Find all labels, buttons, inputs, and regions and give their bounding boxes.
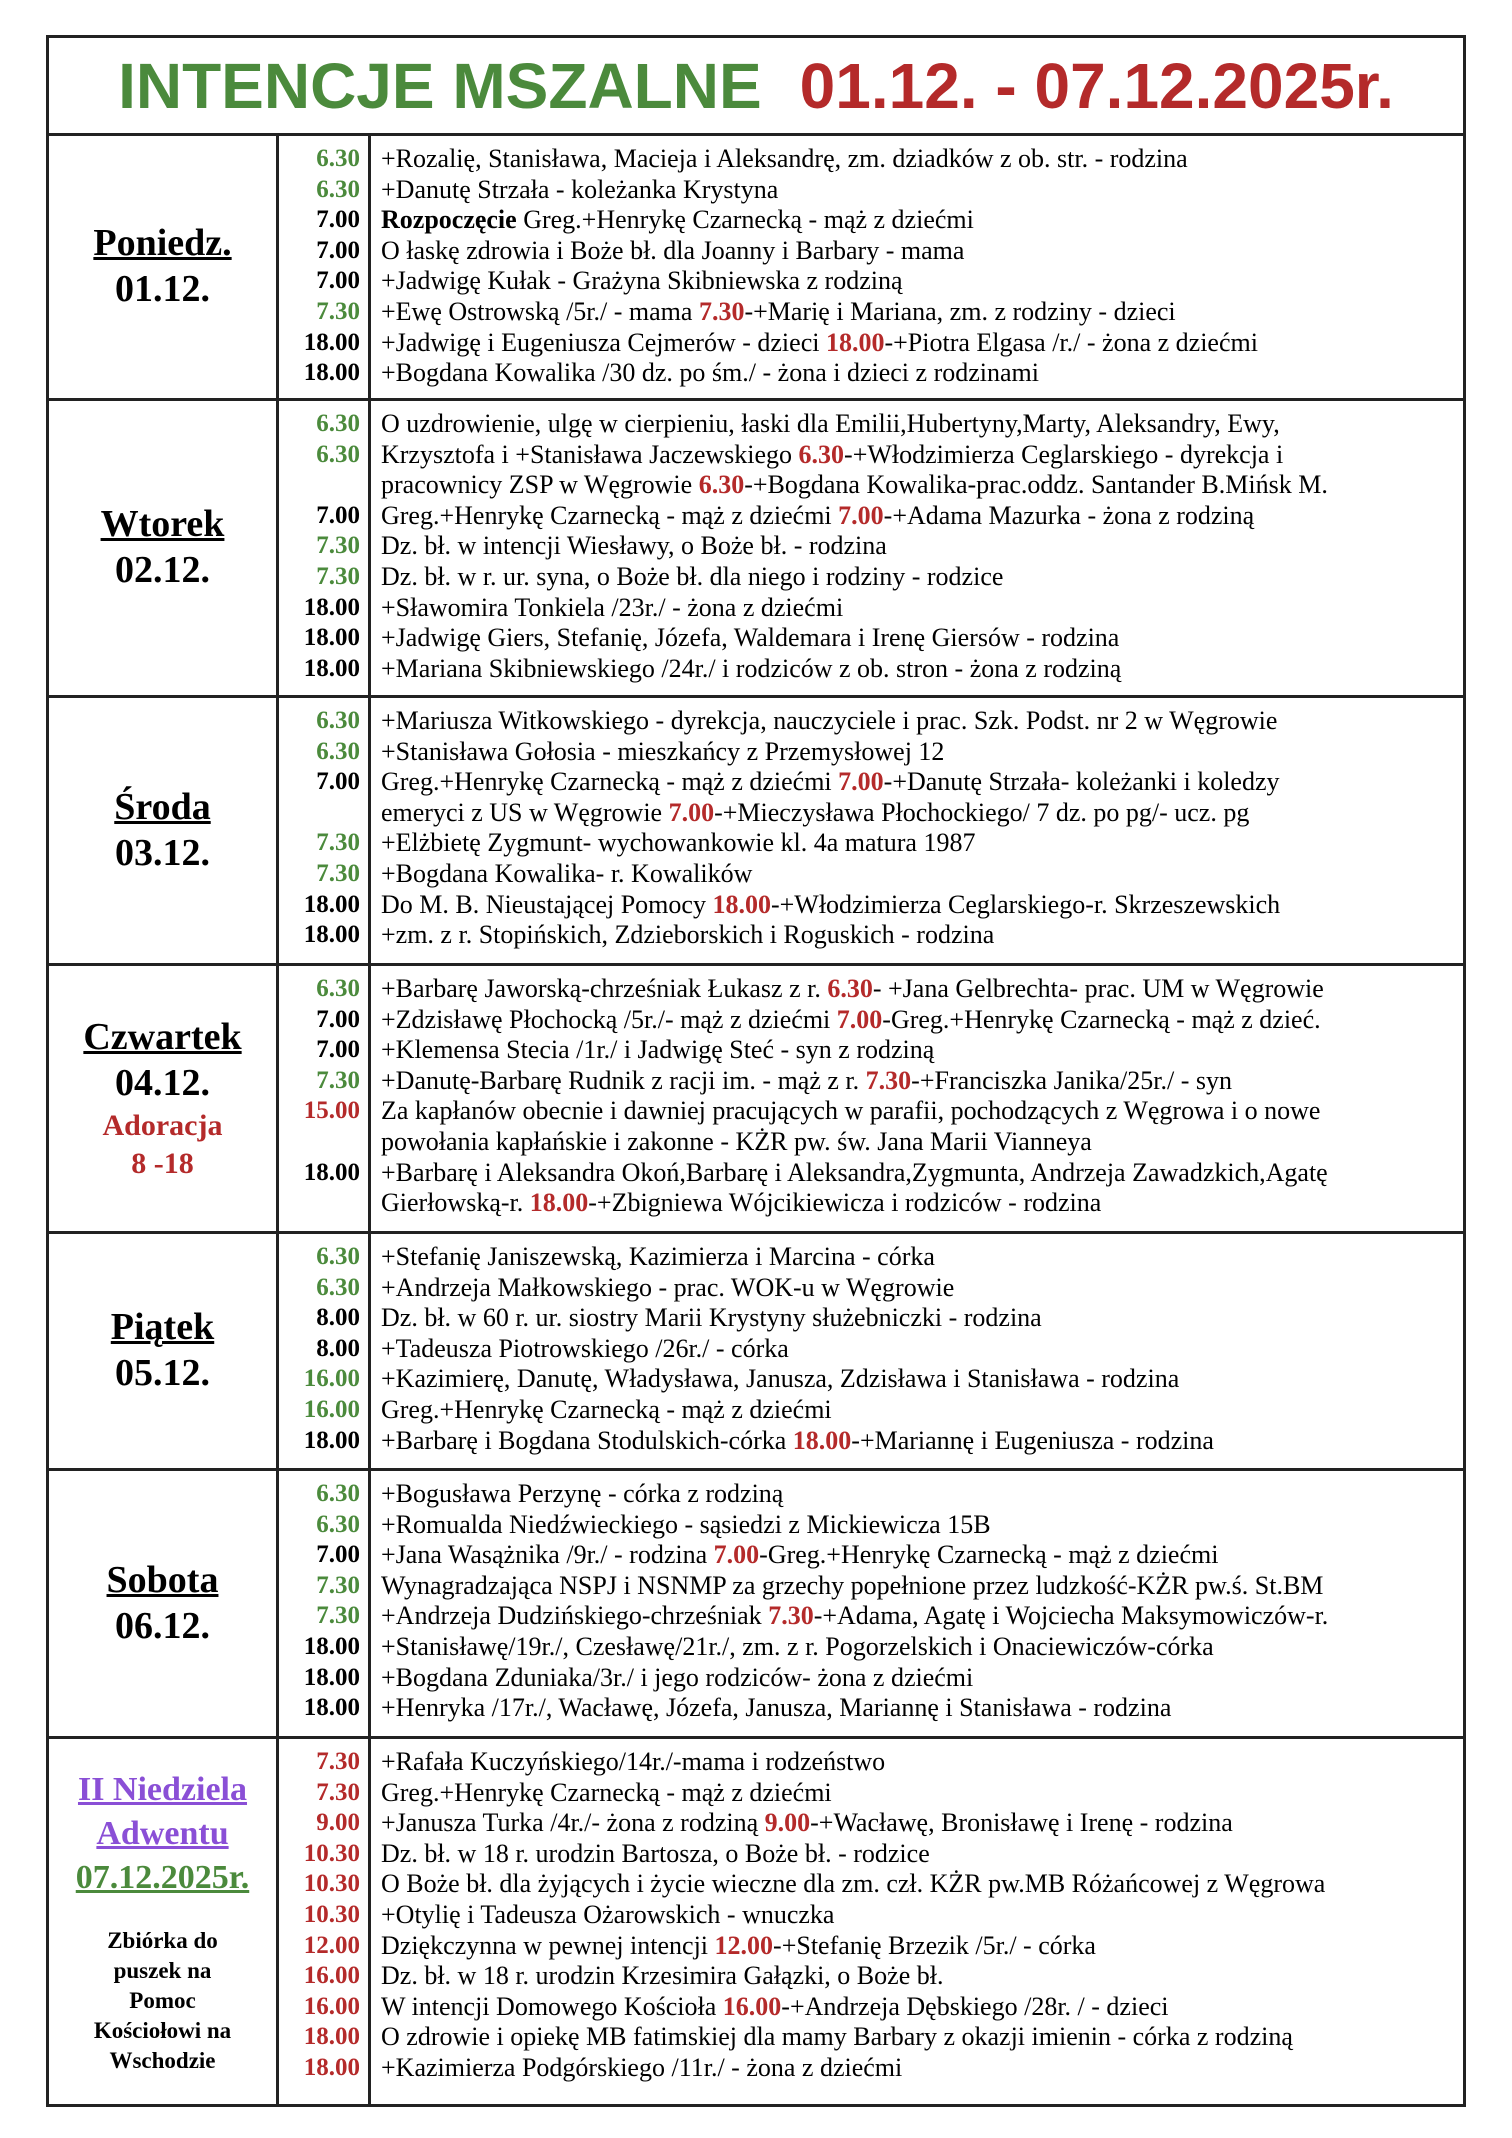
intention-text: +Andrzeja Dudzińskiego-chrześniak [381, 1601, 769, 1631]
mass-times [279, 966, 371, 1231]
intention-text: +Stanisławę/19r./, Czesławę/21r./, zm. z r. Pogorzelskich i Onaciewiczów-córka [381, 1631, 1214, 1661]
intention-line [381, 205, 1463, 236]
intention-line [381, 1242, 1463, 1273]
mass-time: 18.00 [303, 1663, 360, 1691]
day-label [49, 1234, 279, 1468]
intention-text: +Zdzisławę Płochocką /5r./- mąż z dziećmi [381, 1004, 837, 1034]
day-block [49, 1234, 1463, 1471]
mass-time: 7.30 [316, 532, 360, 560]
intention-text: +Barbarę i Aleksandra Okoń,Barbarę i Aleksandra,Zygmunta, Andrzeja Zawadzkich,Agatę [381, 1157, 1328, 1187]
mass-time [279, 470, 360, 501]
intention-line [381, 828, 1463, 859]
inline-time: 7.30 [768, 1601, 814, 1631]
intention-text: +Kazimierza Podgórskiego /11r./ - żona z dziećmi [381, 2052, 903, 2082]
day-date: 04.12. [115, 1061, 210, 1104]
day-date: 03.12. [115, 831, 210, 874]
intention-line [381, 1035, 1463, 1066]
intention-line [381, 1005, 1463, 1036]
day-label [49, 136, 279, 398]
day-name: Środa [114, 785, 211, 828]
day-date: 06.12. [115, 1604, 210, 1647]
intention-line [381, 1395, 1463, 1426]
intention-text: +Danutę Strzała - koleżanka Krystyna [381, 174, 779, 204]
intention-text: +Romualda Niedźwieckiego - sąsiedzi z Mickiewicza 15B [381, 1509, 991, 1539]
intention-text: Greg.+Henrykę Czarnecką - mąż z dziećmi [381, 1394, 832, 1424]
page-title [49, 38, 1463, 136]
inline-time: 6.30 [798, 439, 845, 469]
mass-time: 7.30 [316, 1748, 360, 1775]
mass-times [279, 1234, 371, 1468]
mass-times [279, 136, 371, 398]
intention-line [381, 1127, 1463, 1158]
inline-time: 6.30 [827, 974, 873, 1003]
day-date: 05.12. [115, 1352, 210, 1394]
intention-line [381, 798, 1463, 829]
intention-line [381, 562, 1463, 593]
mass-time: 6.30 [316, 175, 360, 203]
intention-text: +Bogdana Kowalika /30 dz. po śm./ - żona i dzieci z rodzinami [381, 358, 1039, 388]
intention-text: Dz. bł. w 18 r. urodzin Bartosza, o Boże bł. - rodzice [381, 1838, 930, 1868]
intention-line [381, 1479, 1463, 1510]
intention-text: +Klemensa Stecia /1r./ i Jadwigę Steć - syn z rodziną [381, 1035, 935, 1065]
intention-line [381, 1273, 1463, 1304]
intention-text: +Stefanię Janiszewską, Kazimierza i Marcina - córka [381, 1242, 935, 1271]
mass-time: 6.30 [316, 1510, 360, 1538]
intention-text: +zm. z r. Stopińskich, Zdzieborskich i Roguskich - rodzina [381, 920, 995, 950]
mass-time: 7.30 [316, 1571, 360, 1599]
mass-time: 12.00 [303, 1931, 360, 1959]
intention-text: -+Marię i Mariana, zm. z rodziny - dzieci [744, 296, 1176, 326]
mass-time: 18.00 [303, 328, 360, 356]
intention-line [381, 890, 1463, 921]
intention-text: -+Stefanię Brzezik /5r./ - córka [773, 1930, 1096, 1960]
inline-time: 7.00 [668, 797, 715, 827]
intention-text: +Stanisława Gołosia - mieszkańcy z Przemysłowej 12 [381, 736, 945, 766]
intention-line [381, 1869, 1463, 1900]
intention-text: -+Włodzimierza Ceglarskiego - dyrekcja i [844, 439, 1284, 469]
mass-time: 18.00 [303, 1694, 360, 1722]
intention-text: +Bogusława Perzynę - córka z rodziną [381, 1479, 784, 1508]
intention-text: Dziękczynna w pewnej intencji [381, 1930, 715, 1960]
day-block [49, 966, 1463, 1234]
mass-time: 7.30 [316, 297, 360, 325]
day-block [49, 698, 1463, 966]
mass-times [279, 1471, 371, 1736]
mass-time: 6.30 [316, 975, 360, 1002]
intention-text: +Mariana Skibniewskiego /24r./ i rodziców z ob. stron - żona z rodziną [381, 653, 1122, 683]
mass-time: 7.00 [316, 1005, 360, 1033]
intention-text: -+Mieczysława Płochockiego/ 7 dz. po pg/- ucz. pg [714, 797, 1250, 827]
mass-time: 18.00 [303, 1632, 360, 1660]
intentions [371, 136, 1463, 398]
adoration-hours: 8 -18 [131, 1146, 194, 1180]
intention-text: +Kazimierę, Danutę, Władysława, Janusza, Zdzisława i Stanisława - rodzina [381, 1364, 1180, 1394]
mass-times [279, 698, 371, 963]
intention-text: +Rafała Kuczyńskiego/14r./-mama i rodzeństwo [381, 1747, 886, 1776]
inline-time: 7.00 [838, 500, 884, 530]
intention-text: +Rozalię, Stanisława, Macieja i Aleksandrę, zm. dziadków z ob. str. - rodzina [381, 144, 1188, 173]
intention-text: Greg.+Henrykę Czarnecką - mąż z dziećmi [381, 500, 839, 530]
mass-time: 6.30 [316, 1243, 360, 1270]
inline-time: 7.00 [838, 767, 884, 797]
intention-line [381, 1601, 1463, 1632]
intention-line [381, 1663, 1463, 1694]
intention-text: Wynagradzająca NSPJ i NSNMP za grzechy popełnione przez ludzkość-KŻR pw.ś. St.BM [381, 1570, 1324, 1600]
day-name: Poniedz. [93, 222, 232, 264]
intentions [371, 698, 1463, 963]
intention-text: +Ewę Ostrowską /5r./ - mama [381, 296, 699, 326]
intention-line [381, 1158, 1463, 1189]
intention-line [381, 236, 1463, 267]
intention-line [381, 328, 1463, 359]
intention-text: +Andrzeja Małkowskiego - prac. WOK-u w Węgrowie [381, 1272, 955, 1302]
intention-text: +Danutę-Barbarę Rudnik z racji im. - mąż z r. [381, 1065, 866, 1095]
day-name: II Niedziela [77, 1770, 248, 1808]
intention-line [381, 144, 1463, 175]
inline-time: 18.00 [529, 1188, 589, 1218]
intention-line [381, 531, 1463, 562]
intention-line [381, 1571, 1463, 1602]
intention-text: Dz. bł. w 18 r. urodzin Krzesimira Gałązki, o Boże bł. [381, 1961, 944, 1991]
intention-line [381, 1364, 1463, 1395]
mass-time: 10.30 [303, 1839, 360, 1867]
mass-time: 8.00 [316, 1304, 360, 1332]
mass-time: 7.00 [316, 1541, 360, 1569]
intention-text: -+Franciszka Janika/25r./ - syn [911, 1065, 1232, 1095]
mass-time: 9.00 [316, 1809, 360, 1837]
intention-line [381, 1931, 1463, 1962]
intention-line [381, 1540, 1463, 1571]
intention-text: O uzdrowienie, ulgę w cierpieniu, łaski dla Emilii,Hubertyny,Marty, Aleksandry, Ewy, [381, 409, 1280, 438]
intention-line [381, 2022, 1463, 2053]
intention-line [381, 974, 1463, 1005]
day-name: Wtorek [100, 503, 225, 545]
intention-text: - +Jana Gelbrechta- prac. UM w Węgrowie [872, 974, 1324, 1003]
day-label [49, 1471, 279, 1736]
intention-line [381, 1096, 1463, 1127]
mass-time: 18.00 [303, 359, 360, 387]
intention-text: -+Mariannę i Eugeniusza - rodzina [851, 1425, 1214, 1455]
days-table [49, 136, 1463, 2104]
intention-text: Krzysztofa i +Stanisława Jaczewskiego [381, 439, 799, 469]
intention-text: +Jadwigę Kułak - Grażyna Skibniewska z rodziną [381, 266, 903, 296]
intentions [371, 966, 1463, 1231]
intention-text: -+Zbigniewa Wójcikiewicza i rodziców - rodzina [588, 1188, 1102, 1218]
mass-time: 7.30 [316, 1602, 360, 1630]
mass-time: 6.30 [316, 1480, 360, 1507]
intention-text: -+Bogdana Kowalika-prac.oddz. Santander B.Mińsk M. [744, 470, 1328, 500]
intention-line [381, 297, 1463, 328]
intention-line [381, 1839, 1463, 1870]
intention-line [381, 501, 1463, 532]
mass-times [279, 1739, 371, 2104]
intention-line [381, 409, 1463, 440]
mass-time: 7.30 [316, 1066, 360, 1094]
day-block [49, 401, 1463, 698]
intention-line [381, 266, 1463, 297]
mass-time: 7.30 [316, 562, 360, 590]
intentions [371, 1234, 1463, 1468]
intention-text: O zdrowie i opiekę MB fatimskiej dla mamy Barbary z okazji imienin - córka z rodziną [381, 2022, 1293, 2052]
note-line: Wschodzie [109, 2047, 216, 2073]
intentions-sheet [46, 35, 1466, 2107]
intention-line [381, 440, 1463, 471]
mass-time: 18.00 [303, 890, 360, 918]
intention-text: O Boże bł. dla żyjących i życie wieczne dla zm. czł. KŻR pw.MB Różańcowej z Węgrowa [381, 1869, 1326, 1899]
intention-text: -+Danutę Strzała- koleżanki i koledzy [883, 767, 1280, 797]
day-label [49, 966, 279, 1231]
intention-text: +Jadwigę i Eugeniusza Cejmerów - dzieci [381, 327, 826, 357]
intention-text: +Barbarę Jaworską-chrześniak Łukasz z r. [381, 974, 828, 1003]
mass-time: 8.00 [316, 1334, 360, 1362]
mass-time: 16.00 [303, 1365, 360, 1393]
adoration-label: Adoracja [102, 1108, 223, 1142]
intention-text: Dz. bł. w intencji Wiesławy, o Boże bł. - rodzina [381, 531, 887, 561]
inline-time: 7.00 [713, 1540, 760, 1570]
intention-text: Dz. bł. w 60 r. ur. siostry Marii Krystyny służebniczki - rodzina [381, 1303, 1042, 1333]
mass-time [279, 1188, 360, 1219]
mass-time: 18.00 [303, 1426, 360, 1454]
intention-line [381, 1334, 1463, 1365]
note-line: puszek na [113, 1957, 212, 1983]
day-block [49, 1471, 1463, 1739]
day-name-2: Adwentu [96, 1814, 229, 1852]
intention-text: pracownicy ZSP w Węgrowie [381, 470, 699, 500]
intention-text: -+Adama Mazurka - żona z rodziną [883, 500, 1255, 530]
inline-time: 7.00 [836, 1004, 883, 1034]
inline-time: 12.00 [714, 1930, 774, 1960]
inline-time: 18.00 [792, 1425, 852, 1455]
intention-text: Greg.+Henrykę Czarnecką - mąż z dziećmi [381, 1777, 832, 1807]
intention-text: W intencji Domowego Kościoła [381, 1991, 723, 2021]
mass-time: 18.00 [303, 2023, 360, 2051]
mass-time: 18.00 [303, 593, 360, 621]
intention-line [381, 920, 1463, 951]
mass-time: 7.00 [316, 236, 360, 264]
mass-time: 7.00 [316, 1036, 360, 1064]
intentions [371, 1471, 1463, 1736]
mass-time: 6.30 [316, 1273, 360, 1301]
note-line: Zbiórka do [107, 1927, 218, 1953]
intention-line [381, 1066, 1463, 1097]
intention-text: +Elżbietę Zygmunt- wychowankowie kl. 4a matura 1987 [381, 828, 976, 858]
intention-text: -+Włodzimierza Ceglarskiego-r. Skrzeszewskich [770, 889, 1281, 919]
mass-time: 6.30 [316, 145, 360, 172]
day-label [49, 401, 279, 695]
title-text: INTENCJE MSZALNE [118, 49, 762, 122]
mass-time: 10.30 [303, 1870, 360, 1898]
day-name: Sobota [106, 1558, 219, 1601]
intention-line [381, 1188, 1463, 1219]
intention-line [381, 1303, 1463, 1334]
mass-time: 6.30 [316, 440, 360, 468]
inline-time: 7.30 [865, 1065, 912, 1095]
intention-line [381, 1747, 1463, 1778]
day-date: 01.12. [115, 268, 210, 310]
mass-time: 7.30 [316, 829, 360, 857]
intention-line [381, 593, 1463, 624]
intention-line [381, 623, 1463, 654]
intention-line [381, 1808, 1463, 1839]
intention-text: Do M. B. Nieustającej Pomocy [381, 889, 713, 919]
mass-time: 7.00 [316, 501, 360, 529]
intention-line [381, 654, 1463, 685]
mass-time: 18.00 [303, 2053, 360, 2081]
mass-time: 7.30 [316, 859, 360, 887]
mass-time: 7.00 [316, 768, 360, 796]
intention-text: -+Adama, Agatę i Wojciecha Maksymowiczów-r. [813, 1601, 1329, 1631]
intention-text: Gierłowską-r. [381, 1188, 530, 1218]
mass-time: 18.00 [303, 921, 360, 949]
intention-text: emeryci z US w Węgrowie [381, 797, 669, 827]
intention-line [381, 706, 1463, 737]
mass-time: 16.00 [303, 1992, 360, 2020]
intention-text: +Tadeusza Piotrowskiego /26r./ - córka [381, 1333, 789, 1363]
mass-time: 16.00 [303, 1962, 360, 1990]
day-label [49, 698, 279, 963]
day-label [49, 1739, 279, 2104]
mass-time: 16.00 [303, 1395, 360, 1423]
day-name: Piątek [110, 1306, 215, 1348]
intention-text: -+Piotra Elgasa /r./ - żona z dziećmi [884, 327, 1258, 357]
intention-text: -Greg.+Henrykę Czarnecką - mąż z dzieć. [882, 1004, 1321, 1034]
intention-text: -Greg.+Henrykę Czarnecką - mąż z dziećmi [759, 1540, 1219, 1570]
mass-time [279, 1127, 360, 1158]
intention-text: +Jana Wasążnika /9r./ - rodzina [381, 1540, 714, 1570]
intention-line [381, 1961, 1463, 1992]
intention-line [381, 1900, 1463, 1931]
intention-text: +Henryka /17r./, Wacławę, Józefa, Janusza, Mariannę i Stanisława - rodzina [381, 1693, 1172, 1723]
inline-time: 18.00 [712, 889, 771, 919]
intention-text: Greg.+Henrykę Czarnecką - mąż z dziećmi [516, 205, 974, 235]
mass-time: 6.30 [316, 410, 360, 437]
intention-text: Za kapłanów obecnie i dawniej pracujących w parafii, pochodzących z Węgrowa i o nowe [381, 1096, 1321, 1126]
mass-time: 6.30 [316, 707, 360, 734]
intentions [371, 401, 1463, 695]
mass-time: 18.00 [303, 654, 360, 682]
intention-text: +Mariusza Witkowskiego - dyrekcja, nauczyciele i prac. Szk. Podst. nr 2 w Węgrowie [381, 706, 1278, 735]
inline-time: 18.00 [825, 327, 885, 357]
mass-time: 18.00 [303, 1158, 360, 1186]
intention-text: +Bogdana Kowalika- r. Kowalików [381, 858, 753, 888]
intention-line [381, 737, 1463, 768]
mass-time: 18.00 [303, 624, 360, 652]
mass-times [279, 401, 371, 695]
intention-line [381, 859, 1463, 890]
intention-line [381, 470, 1463, 501]
intention-line [381, 2053, 1463, 2084]
inline-time: 6.30 [698, 470, 745, 500]
mass-time: 15.00 [303, 1097, 360, 1125]
intention-text: +Sławomira Tonkiela /23r./ - żona z dziećmi [381, 592, 844, 622]
note-line: Pomoc [129, 1987, 196, 2013]
intention-text: O łaskę zdrowia i Boże bł. dla Joanny i Barbary - mama [381, 235, 965, 265]
intention-line [381, 1510, 1463, 1541]
day-name: Czwartek [83, 1015, 242, 1058]
title-dates: 01.12. - 07.12.2025r. [799, 49, 1394, 122]
note-line: Kościołowi na [93, 2017, 232, 2043]
day-date: 07.12.2025r. [75, 1858, 250, 1896]
intention-line [381, 175, 1463, 206]
intentions [371, 1739, 1463, 2104]
day-date: 02.12. [115, 549, 210, 591]
intention-text: +Barbarę i Bogdana Stodulskich-córka [381, 1425, 793, 1455]
day-block [49, 136, 1463, 401]
mass-time: 7.00 [316, 267, 360, 295]
intention-line [381, 1778, 1463, 1809]
intention-line [381, 767, 1463, 798]
mass-time: 7.30 [316, 1778, 360, 1806]
intention-text: -+Andrzeja Dębskiego /28r. / - dzieci [781, 1991, 1169, 2021]
intention-line [381, 1992, 1463, 2023]
intention-text: Greg.+Henrykę Czarnecką - mąż z dziećmi [381, 767, 839, 797]
inline-time: 7.30 [698, 296, 745, 326]
intention-text: +Bogdana Zduniaka/3r./ i jego rodziców- żona z dziećmi [381, 1662, 974, 1692]
intention-text: +Janusza Turka /4r./- żona z rodziną [381, 1808, 765, 1838]
mass-time: 10.30 [303, 1900, 360, 1928]
day-block [49, 1739, 1463, 2104]
intention-line [381, 358, 1463, 389]
inline-time: 16.00 [722, 1991, 782, 2021]
intention-text: +Otylię i Tadeusza Ożarowskich - wnuczka [381, 1899, 835, 1929]
intention-text: +Jadwigę Giers, Stefanię, Józefa, Waldemara i Irenę Giersów - rodzina [381, 623, 1120, 653]
mass-time: 6.30 [316, 737, 360, 765]
intention-line [381, 1693, 1463, 1724]
intention-line [381, 1632, 1463, 1663]
mass-time: 7.00 [316, 206, 360, 234]
intention-line [381, 1426, 1463, 1457]
intention-text: powołania kapłańskie i zakonne - KŻR pw. św. Jana Marii Vianneya [381, 1126, 1092, 1156]
inline-time: 9.00 [764, 1808, 811, 1838]
intention-text: Dz. bł. w r. ur. syna, o Boże bł. dla niego i rodziny - rodzice [381, 561, 1004, 591]
intention-text: Rozpoczęcie [381, 205, 517, 235]
collection-note [94, 1926, 231, 2076]
mass-time [279, 798, 360, 829]
intention-text: -+Wacławę, Bronisławę i Irenę - rodzina [810, 1808, 1233, 1838]
